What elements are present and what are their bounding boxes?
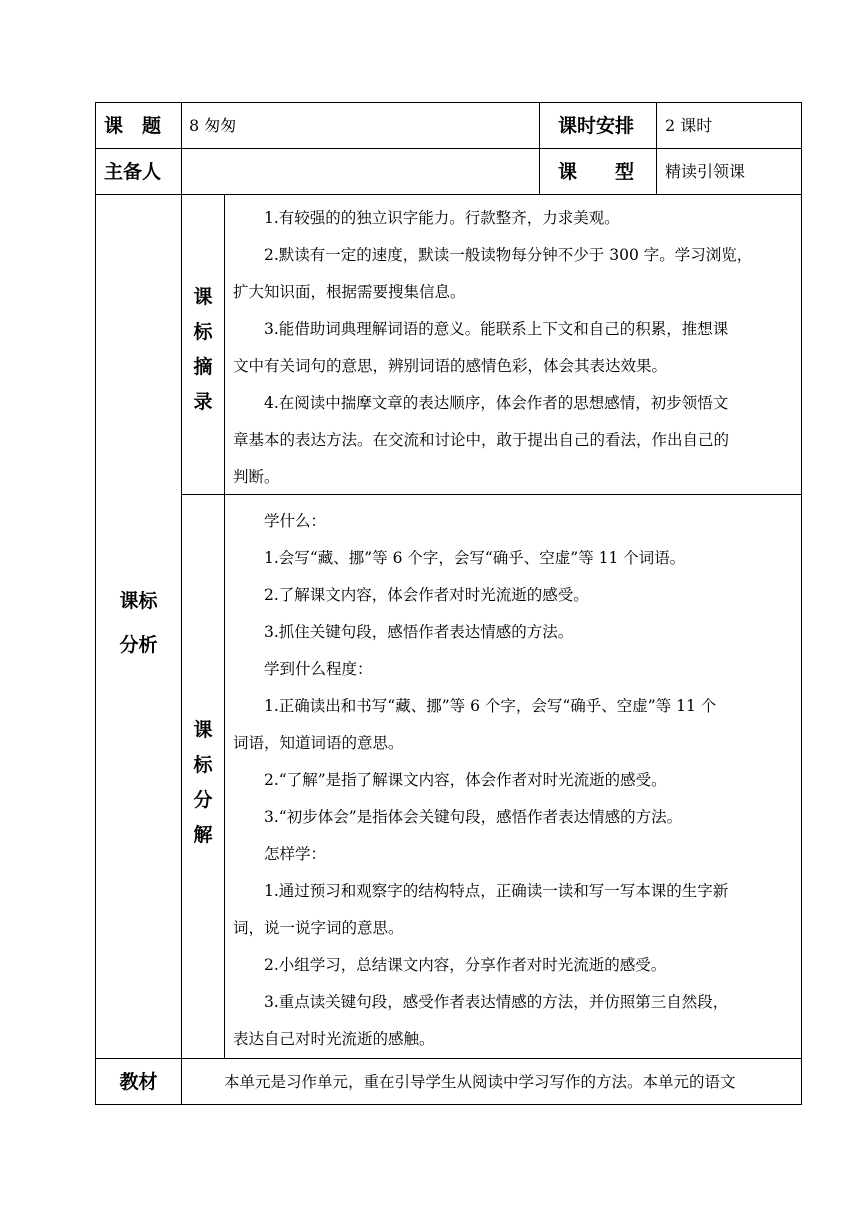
textbook-label: 教材 xyxy=(119,1071,158,1093)
excerpt-label-char: 课 xyxy=(193,286,213,308)
breakdown-line: 学到什么程度： xyxy=(264,660,373,678)
breakdown-line: 1.会写“藏、挪”等 6 个字，会写“确乎、空虚”等 11 个词语。 xyxy=(264,549,686,567)
excerpt-line: 4.在阅读中揣摩文章的表达顺序，体会作者的思想感情，初步领悟文 xyxy=(264,394,729,412)
breakdown-label-char: 解 xyxy=(193,824,213,846)
schedule-value: 2 课时 xyxy=(665,116,713,135)
breakdown-line: 2.“了解”是指了解课文内容，体会作者对时光流逝的感受。 xyxy=(264,771,667,789)
excerpt-label-char: 摘 xyxy=(193,356,213,378)
breakdown-line: 怎样学： xyxy=(264,845,327,863)
excerpt-line: 1.有较强的的独立识字能力。行款整齐，力求美观。 xyxy=(264,209,620,227)
breakdown-line: 3.抓住关键句段，感悟作者表达情感的方法。 xyxy=(264,623,574,641)
excerpt-label xyxy=(192,286,214,426)
analysis-label-line1: 课标 xyxy=(119,590,158,612)
excerpt-text xyxy=(233,200,752,496)
breakdown-label-char: 课 xyxy=(193,719,213,741)
excerpt-line: 章基本的表达方法。在交流和讨论中，敢于提出自己的看法，作出自己的 xyxy=(233,431,730,449)
excerpt-line: 判断。 xyxy=(233,468,280,486)
excerpt-label-char: 标 xyxy=(193,321,213,343)
breakdown-line: 2.小组学习，总结课文内容，分享作者对时光流逝的感受。 xyxy=(264,956,667,974)
breakdown-line: 学什么： xyxy=(264,512,327,530)
breakdown-label-char: 分 xyxy=(193,789,213,811)
breakdown-line: 3.重点读关键句段，感受作者表达情感的方法，并仿照第三自然段， xyxy=(264,993,729,1011)
breakdown-label-char: 标 xyxy=(193,754,213,776)
breakdown-line: 1.通过预习和观察字的结构特点，正确读一读和写一写本课的生字新 xyxy=(264,882,729,900)
type-label: 课 型 xyxy=(558,161,635,183)
breakdown-line: 词语，知道词语的意思。 xyxy=(233,734,404,752)
schedule-label: 课时安排 xyxy=(558,115,635,137)
textbook-text: 本单元是习作单元，重在引导学生从阅读中学习写作的方法。本单元的语文 xyxy=(224,1073,736,1091)
analysis-label xyxy=(96,590,181,656)
type-value: 精读引领课 xyxy=(665,162,746,181)
breakdown-line: 1.正确读出和书写“藏、挪”等 6 个字，会写“确乎、空虚”等 11 个 xyxy=(264,697,717,715)
breakdown-line: 3.“初步体会”是指体会关键句段，感悟作者表达情感的方法。 xyxy=(264,808,683,826)
breakdown-line: 2.了解课文内容，体会作者对时光流逝的感受。 xyxy=(264,586,589,604)
excerpt-label-char: 录 xyxy=(193,391,213,413)
topic-value: 8 匆匆 xyxy=(189,116,237,135)
topic-label: 课 题 xyxy=(104,115,162,137)
breakdown-text xyxy=(233,503,728,1058)
excerpt-line: 3.能借助词典理解词语的意义。能联系上下文和自己的积累，推想课 xyxy=(264,320,729,338)
breakdown-line: 表达自己对时光流逝的感触。 xyxy=(233,1030,435,1048)
excerpt-line: 扩大知识面，根据需要搜集信息。 xyxy=(233,283,466,301)
analysis-label-line2: 分析 xyxy=(119,634,158,656)
preparer-label: 主备人 xyxy=(104,161,162,183)
breakdown-line: 词，说一说字词的意思。 xyxy=(233,919,404,937)
breakdown-label xyxy=(192,719,214,859)
excerpt-line: 文中有关词句的意思，辨别词语的感情色彩，体会其表达效果。 xyxy=(233,357,668,375)
excerpt-line: 2.默读有一定的速度，默读一般读物每分钟不少于 300 字。学习浏览， xyxy=(264,246,753,264)
